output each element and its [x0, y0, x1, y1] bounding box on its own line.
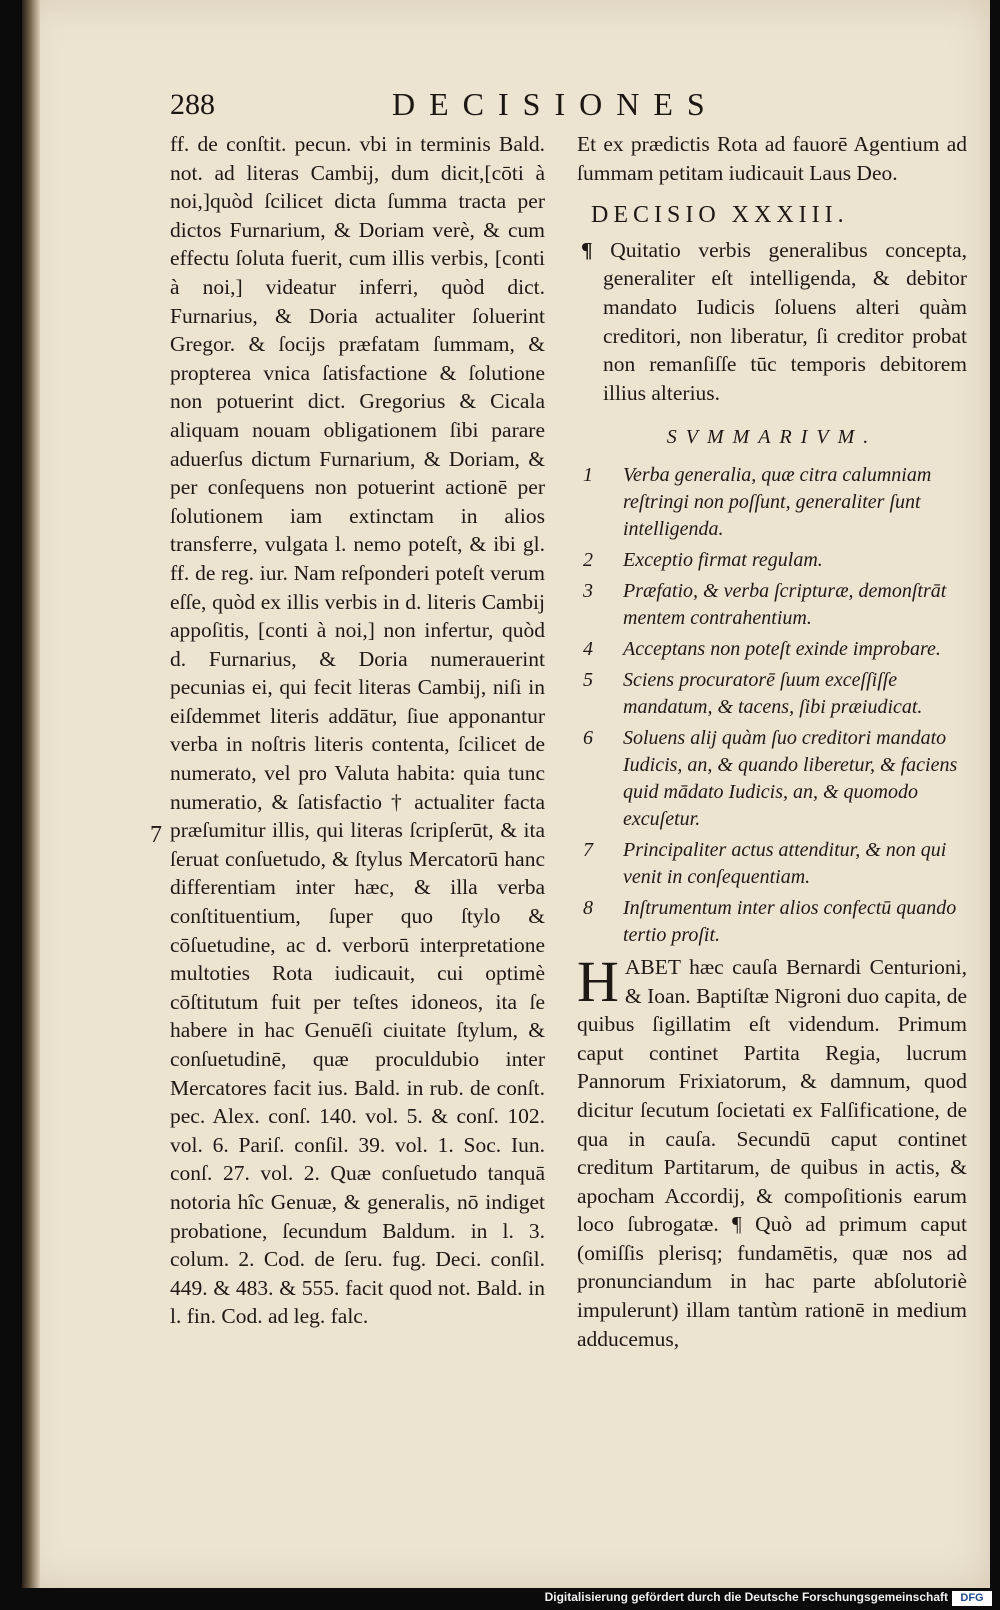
summary-item-text: Acceptans non poteſt exinde improbare.	[623, 637, 941, 660]
summary-item-number: 3	[583, 579, 593, 602]
summary-item-number: 6	[583, 726, 593, 749]
summary-item-text: Inſtrumentum inter alios confectū quando tertio proſit.	[623, 896, 957, 946]
summary-item-number: 2	[583, 548, 593, 571]
right-column	[577, 130, 967, 1353]
summary-item-number: 4	[583, 637, 593, 660]
pilcrow-icon: ¶	[581, 237, 593, 262]
drop-cap: H	[577, 948, 619, 1014]
summary-item-text: Exceptio firmat regulam.	[623, 548, 823, 571]
summary-item	[577, 578, 967, 632]
summary-item-number: 8	[583, 896, 593, 919]
summary-item-number: 5	[583, 668, 593, 691]
left-column	[170, 130, 545, 1331]
summarium-heading: SVMMARIVM.	[666, 426, 878, 449]
running-title: DECISIONES	[392, 86, 719, 122]
summary-item	[577, 725, 967, 833]
summary-item-text: Soluens alij quàm ſuo creditori mandato Iudicis, an, & quando liberetur, & faciens quid mādato Iudicis, an, & quomodo excuſetur.	[623, 726, 958, 830]
summary-list	[577, 462, 967, 949]
opening-paragraph: Et ex prædictis Rota ad fauorē Agentium ad ſummam petitam iudicauit Laus Deo.	[577, 132, 967, 185]
book-page	[22, 0, 990, 1588]
summary-item	[577, 895, 967, 949]
summary-item-text: Sciens procuratorē ſuum exceſſiſſe mandatum, & tacens, ſibi præiudicat.	[623, 668, 923, 718]
digitization-footer	[0, 1588, 1000, 1610]
lemma-text: Quitatio verbis generalibus concepta, generaliter eſt intelligenda, & debitor mandato Iudicis ſoluens alteri quàm creditori, non liberatur, ſi creditor probat non remanſiſſe tūc temporis debitorem illius alterius.	[603, 237, 967, 405]
decisio-lemma	[577, 236, 967, 408]
summary-item-text: Principaliter actus attenditur, & non qui venit in conſequentiam.	[623, 838, 947, 888]
page-number: 288	[170, 88, 215, 121]
summary-item	[577, 547, 967, 574]
summary-item-number: 1	[583, 463, 593, 486]
decisio-heading: DECISIO XXXIII.	[591, 202, 849, 229]
summary-item-text: Verba generalia, quæ citra calumniam reſtringi non poſſunt, generaliter ſunt intelligenda.	[623, 463, 932, 540]
summary-item	[577, 837, 967, 891]
summary-item	[577, 667, 967, 721]
summary-item	[577, 636, 967, 663]
running-head	[22, 88, 990, 128]
dfg-logo-icon: DFG	[952, 1591, 992, 1606]
left-column-text: ff. de conſtit. pecun. vbi in terminis Bald. not. ad literas Cambij, dum dicit,[cōti à noi,]quòd ſcilicet dicta ſumma tracta per dictos Furnarium, & Doriam verè, & cum effectu ſoluta fuerit, cum illis verbis, [conti à noi,] videatur inferri, quòd dict. Furnarius, & Doria actualiter ſoluerint Gregor. & ſocijs præfatam ſummam, & propterea vnica ſatisfactione & ſolutione non potuerint dict. Gregorius & Cicala aliquam nouam obligationem ſibi parare aduerſus dictum Furnarium, & Doriam, & per conſequens non potuerint actionē per ſolutionem iam extinctam in alios transferre, vulgata l. nemo poteſt, & ibi gl. ff. de reg. iur. Nam reſponderi poteſt verum eſſe, quòd ex illis verbis in d. literis Cambij appoſitis, [conti à noi,] non infertur, quòd d. Furnarius, & Doria numerauerint pecunias ei, qui fecit literas Cambij, niſi in eiſdemmet literis addātur, ſiue apponantur verba in noſtris literis contenta, ſcilicet de numerato, vel pro Valuta habita: quia tunc numeratio, & ſatisfactio † actualiter facta præſumitur illis, qui literas ſcripſerūt, & ita ſeruat conſuetudo, & ſtylus Mercatorū hanc differentiam inter hæc, & illa verba conſtituentium, ſuper quo ſtylo & cōſuetudine, ac d. verborū interpretatione multoties Rota iudicauit, cui optimè cōſtitutum fuit per teſtes idoneos, ita ſe habere in hac Genuēſi ciuitate ſtylum, & conſuetudinē, quæ proculdubio inter Mercatores facit ius. Bald. in rub. de conſt. pec. Alex. conſ. 140. vol. 5. & conſ. 102. vol. 6. Pariſ. conſil. 39. vol. 1. Soc. Iun. conſ. 27. vol. 2. Quæ conſuetudo tanquā notoria hîc Genuæ, & generalis, nō indiget probatione, ſecundum Baldum. in l. 3. colum. 2. Cod. de ſeru. fug. Deci. conſil. 449. & 483. & 555. facit quod not. Bald. in l. fin. Cod. ad leg. falc.	[170, 132, 545, 1329]
footer-credit: Digitalisierung gefördert durch die Deutsche Forschungsgemeinschaft	[544, 1590, 948, 1604]
decision-body-text: ABET hæc cauſa Bernardi Centurioni, & Ioan. Baptiſtæ Nigroni duo capita, de quibus ſigillatim eſt videndum. Primum caput continet Partita Regia, lucrum Pannorum Frixiatorum, & damnum, quod dicitur ſecutum ſocietati ex Falſificatione, de qua in cauſa. Secundū caput continet creditum Partitarum, de quibus in actis, & apocham Accordij, & compoſitionis earum loco ſubrogatæ. ¶ Quò ad primum caput (omiſſis plerisq; fundamētis, quæ nos ad pronunciandum in hac parte abſolutoriè impulerunt) illam tantùm rationē in medium adducemus,	[577, 954, 967, 1351]
marginal-note-number: 7	[150, 822, 162, 848]
page-binding-edge	[22, 0, 40, 1588]
decision-body	[577, 948, 967, 1353]
summary-item	[577, 462, 967, 543]
summary-item-text: Præfatio, & verba ſcripturæ, demonſtrāt mentem contrahentium.	[623, 579, 947, 629]
summary-item-number: 7	[583, 838, 593, 861]
